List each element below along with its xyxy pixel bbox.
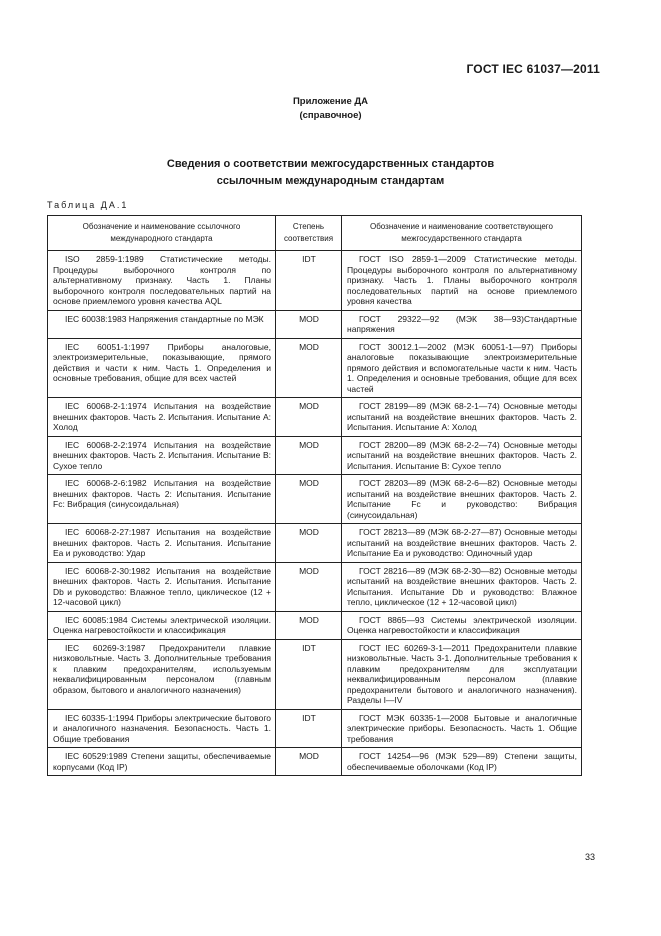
table-row bbox=[48, 436, 582, 475]
intl-standard-cell: IEC 60335-1:1994 Приборы электрические бытового и аналогичного назначения. Безопасность. Часть 1. Общие требования bbox=[48, 709, 276, 748]
header-gost-standard: Обозначение и наименование соответствующего межгосударственного стандарта bbox=[342, 216, 582, 251]
degree-cell: MOD bbox=[276, 524, 342, 563]
annex-subtitle: (справочное) bbox=[299, 110, 362, 121]
gost-standard-cell: ГОСТ 30012.1—2002 (МЭК 60051-1—97) Приборы аналоговые показывающие электроизмерительные прямого действия и вспомогательные части к ним. Часть 1. Определения и основные требования, общие для всех частей bbox=[342, 338, 582, 398]
table-row bbox=[48, 251, 582, 311]
degree-cell: MOD bbox=[276, 398, 342, 437]
intl-standard-cell: IEC 60068-2-2:1974 Испытания на воздействие внешних факторов. Часть 2. Испытания. Испытание В: Сухое тепло bbox=[48, 436, 276, 475]
table-row bbox=[48, 562, 582, 611]
table-row bbox=[48, 709, 582, 748]
document-title-line2: ссылочным международным стандартам bbox=[216, 175, 445, 187]
intl-standard-cell: IEC 60068-2-1:1974 Испытания на воздействие внешних факторов. Часть 2. Испытания. Испытание А: Холод bbox=[48, 398, 276, 437]
page-number: 33 bbox=[584, 852, 595, 862]
gost-standard-cell: ГОСТ МЭК 60335-1—2008 Бытовые и аналогичные электрические приборы. Безопасность. Часть 1. Общие требования bbox=[342, 709, 582, 748]
document-title bbox=[0, 156, 661, 190]
degree-cell: IDT bbox=[276, 639, 342, 709]
intl-standard-cell: IEC 60038:1983 Напряжения стандартные по МЭК bbox=[48, 310, 276, 338]
degree-cell: MOD bbox=[276, 562, 342, 611]
gost-standard-cell: ГОСТ 28216—89 (МЭК 68-2-30—82) Основные методы испытаний на воздействие внешних факторов. Часть 2. Испытания. Испытание Db и руководство: Влажное тепло, циклическое (12 + 12-часовой цикл) bbox=[342, 562, 582, 611]
gost-standard-cell: ГОСТ 28213—89 (МЭК 68-2-27—87) Основные методы испытаний на воздействие внешних факторов. Часть 2. Испытание Еа и руководство: Одиночный удар bbox=[342, 524, 582, 563]
intl-standard-cell: ISO 2859-1:1989 Статистические методы. Процедуры выборочного контроля по альтернативному признаку. Часть 1. Планы выборочного контроля последовательных партий на основе приемлемого уровня качества AQL bbox=[48, 251, 276, 311]
gost-standard-cell: ГОСТ ISO 2859-1—2009 Статистические методы. Процедуры выборочного контроля по альтернативному признаку. Часть 1. Планы выборочного контроля последовательных партий на основе приемлемого уровня качества bbox=[342, 251, 582, 311]
table-header-row bbox=[48, 216, 582, 251]
annex-heading bbox=[0, 95, 661, 123]
degree-cell: MOD bbox=[276, 611, 342, 639]
table-row bbox=[48, 338, 582, 398]
gost-standard-cell: ГОСТ 8865—93 Системы электрической изоляции. Оценка нагревостойкости и классификация bbox=[342, 611, 582, 639]
table-row bbox=[48, 310, 582, 338]
intl-standard-cell: IEC 60068-2-30:1982 Испытания на воздействие внешних факторов. Часть 2. Испытания. Испытание Db и руководство: Влажное тепло, циклическое (12 + 12-часовой цикл) bbox=[48, 562, 276, 611]
correspondence-table bbox=[47, 215, 582, 776]
degree-cell: MOD bbox=[276, 748, 342, 776]
table-row bbox=[48, 524, 582, 563]
table-row bbox=[48, 611, 582, 639]
standard-code-header: ГОСТ IEC 61037—2011 bbox=[466, 62, 600, 76]
degree-cell: MOD bbox=[276, 338, 342, 398]
degree-cell: IDT bbox=[276, 709, 342, 748]
table-row bbox=[48, 639, 582, 709]
gost-standard-cell: ГОСТ 28203—89 (МЭК 68-2-6—82) Основные методы испытаний на воздействие внешних факторов. Часть 2. Испытание Fc и руководство: Вибрация (синусоидальная) bbox=[342, 475, 582, 524]
table-row bbox=[48, 475, 582, 524]
intl-standard-cell: IEC 60529:1989 Степени защиты, обеспечиваемые корпусами (Код IP) bbox=[48, 748, 276, 776]
degree-cell: IDT bbox=[276, 251, 342, 311]
intl-standard-cell: IEC 60068-2-6:1982 Испытания на воздействие внешних факторов. Часть 2: Испытания. Испытание Fc: Вибрация (синусоидальная) bbox=[48, 475, 276, 524]
gost-standard-cell: ГОСТ IEC 60269-3-1—2011 Предохранители плавкие низковольтные. Часть 3-1. Дополнительные требования к плавким предохранителям для эксплуатации неквалифицированным персоналом (плавкие предохранители бытового и аналогичного назначения). Разделы I—IV bbox=[342, 639, 582, 709]
document-title-line1: Сведения о соответствии межгосударственных стандартов bbox=[166, 158, 495, 170]
header-intl-standard: Обозначение и наименование ссылочного международного стандарта bbox=[48, 216, 276, 251]
degree-cell: MOD bbox=[276, 475, 342, 524]
gost-standard-cell: ГОСТ 29322—92 (МЭК 38—93)Стандартные напряжения bbox=[342, 310, 582, 338]
intl-standard-cell: IEC 60051-1:1997 Приборы аналоговые, электроизмерительные, показывающие, прямого действия и части к ним. Часть 1. Определения и основные требования, общие для всех частей bbox=[48, 338, 276, 398]
gost-standard-cell: ГОСТ 28200—89 (МЭК 68-2-2—74) Основные методы испытаний на воздействие внешних факторов. Часть 2. Испытания. Испытание В: Сухое тепло bbox=[342, 436, 582, 475]
header-degree: Степень соответствия bbox=[276, 216, 342, 251]
intl-standard-cell: IEC 60068-2-27:1987 Испытания на воздействие внешних факторов. Часть 2. Испытания. Испытание Еа и руководство: Удар bbox=[48, 524, 276, 563]
gost-standard-cell: ГОСТ 14254—96 (МЭК 529—89) Степени защиты, обеспечиваемые оболочками (Код IP) bbox=[342, 748, 582, 776]
table-caption: Таблица ДА.1 bbox=[47, 200, 129, 210]
table-row bbox=[48, 748, 582, 776]
degree-cell: MOD bbox=[276, 310, 342, 338]
annex-title: Приложение ДА bbox=[292, 96, 369, 107]
degree-cell: MOD bbox=[276, 436, 342, 475]
intl-standard-cell: IEC 60085:1984 Системы электрической изоляции. Оценка нагревостойкости и классификация bbox=[48, 611, 276, 639]
intl-standard-cell: IEC 60269-3:1987 Предохранители плавкие низковольтные. Часть 3. Дополнительные требования к плавким предохранителям, используемым неквалифицированным персоналом (главным образом, бытового и аналогичного назначения) bbox=[48, 639, 276, 709]
gost-standard-cell: ГОСТ 28199—89 (МЭК 68-2-1—74) Основные методы испытаний на воздействие внешних факторов. Часть 2. Испытания. Испытание А: Холод bbox=[342, 398, 582, 437]
table-row bbox=[48, 398, 582, 437]
